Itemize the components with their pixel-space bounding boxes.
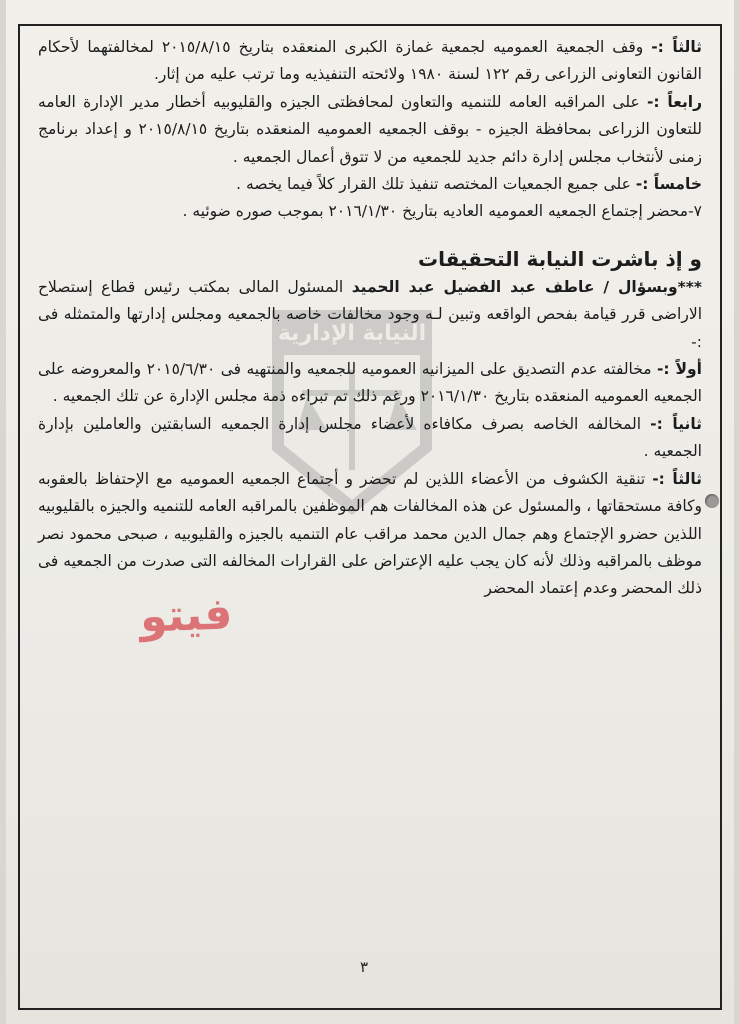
paragraph-first [38, 356, 702, 411]
page-number: ٣ [360, 958, 369, 976]
section-heading: و إذ باشرت النيابة التحقيقات [418, 246, 702, 271]
paragraph-text: ٧-محضر إجتماع الجمعيه العموميه العاديه بتاريخ ٢٠١٦/١/٣٠ بموجب صوره ضوئيه . [182, 202, 702, 221]
paragraph-text: تنقية الكشوف من الأعضاء اللذين لم تحضر و أجتماع الجمعيه العموميه مع الإحتفاظ بالعقوبه وكافة مستحقاتها ، والمسئول عن هذه المخالفات هم الموظفين بالمراقبه العامه للتنميه والجيزه بالقليوبيه اللذين حضرو الإجتماع وهم جمال الدين محمد مراقب عام التنميه بالجيزه والقليوبيه ، صبحى محمود نصر موظف بالمراقبه وذلك لأنه كان يجب عليه الإعتراض على القرارات المخالفه التى صدرت من الجمعيه فى ذلك المحضر وعدم إعتماد المحضر [38, 469, 702, 598]
paragraph-lead: رابعاً :- [647, 92, 702, 111]
paragraph-lead: أولاً :- [656, 360, 702, 379]
paragraph-text: المسئول المالى بمكتب رئيس قطاع إستصلاح الاراضى قرر قيامة بفحص الواقعه وتبين لـه وجود مخالفات خاصه بالجمعيه ومجلس إدارتها والمتمثله فى :- [38, 277, 702, 351]
paragraph-lead: خامساً :- [635, 175, 702, 194]
watermark-overlay-text: فيتو [139, 588, 234, 643]
emblem-text: النيابة الإدارية [277, 321, 427, 346]
paragraph-item-7 [38, 198, 702, 225]
paragraph-lead: ثالثاً :- [651, 38, 702, 56]
paragraph-lead: ***وبسؤال / عاطف عبد الفضيل عبد الحميد [351, 277, 702, 296]
punch-hole [705, 494, 719, 508]
paragraph-text: على المراقبه العامه للتنميه والتعاون لمحافظتى الجيزه والقليوبيه أخطار مدير الإدارة العامه للتعاون الزراعى بمحافظة الجيزه - بوقف الجمعيه العموميه المنعقده بتاريخ ٢٠١٥/٨/١٥ و إعداد برنامج زمنى لأنتخاب مجلس إدارة دائم جديد للجمعيه من لا تتوق أعمال الجمعيه . [38, 92, 702, 166]
paragraph-lead: ثالثاً :- [652, 469, 702, 488]
paragraph-text: مخالفته عدم التصديق على الميزانيه العموميه للجمعيه والمنتهيه فى ٢٠١٥/٦/٣٠ والمعروضه على الجمعيه العموميه المنعقده بتاريخ ٢٠١٦/١/٣٠ ورغم ذلك تم تبراءه ذمة مجلس الإدارة عن تلك الجمعيه . [38, 360, 702, 406]
paragraph-text: على جميع الجمعيات المختصه تنفيذ تلك القرار كلاً فيما يخصه . [236, 175, 636, 194]
spacer [38, 226, 702, 244]
paragraph-third-a [38, 34, 702, 89]
document-body [38, 34, 702, 603]
paragraph-testimony [38, 274, 702, 356]
paragraph-third-b [38, 466, 702, 603]
paragraph-second [38, 411, 702, 466]
paragraph-lead: ثانياً :- [650, 414, 702, 433]
paragraph-fourth [38, 89, 702, 171]
paragraph-text: وقف الجمعية العموميه لجمعية غمازة الكبرى المنعقده بتاريخ ٢٠١٥/٨/١٥ لمخالفتهما لأحكام القانون التعاونى الزراعى رقم ١٢٢ لسنة ١٩٨٠ ولائحته التنفيذيه وما ترتب عليه من إثار. [38, 38, 702, 84]
paragraph-text: المخالفه الخاصه بصرف مكافاءه لأعضاء مجلس إدارة الجمعيه السابقتين والعاملين بإدارة الجمعيه . [38, 414, 702, 461]
paragraph-fifth [38, 171, 702, 198]
